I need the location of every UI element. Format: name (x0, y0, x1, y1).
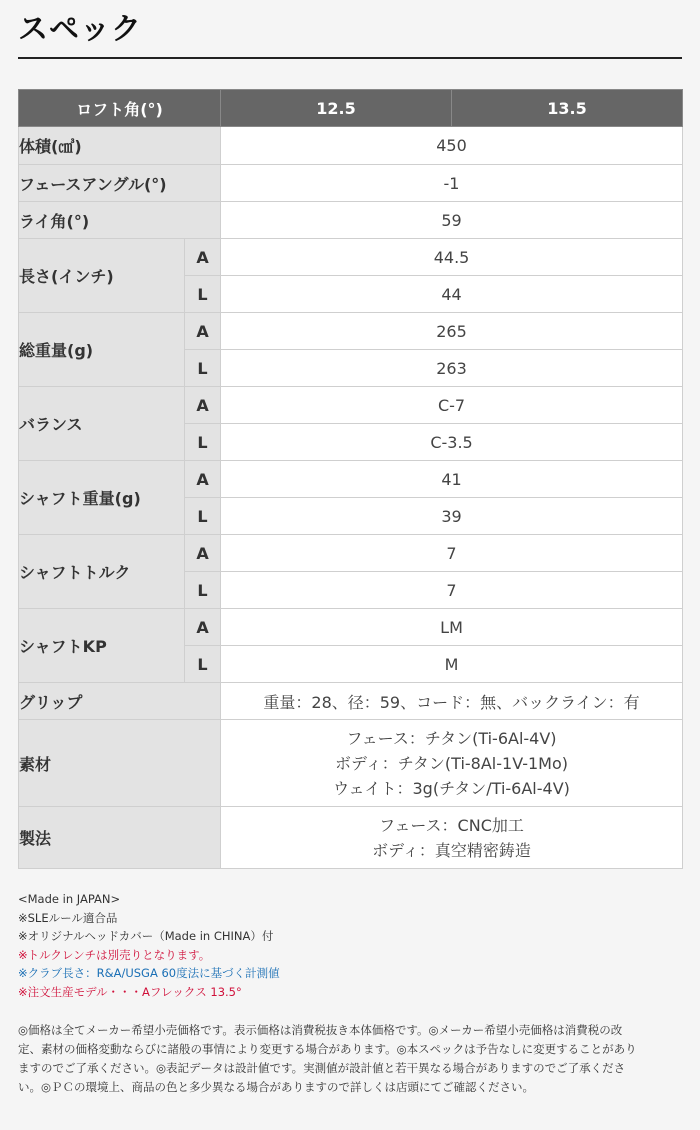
disclaimer-line: ますのでご了承ください。◎表記データは設計値です。実測値が設計値と若干異なる場合がありますのでご了承くださ (18, 1061, 626, 1075)
row-value-length-a: 44.5 (221, 239, 683, 276)
row-value-shaft-weight-a: 41 (221, 461, 683, 498)
note-club-length: ※クラブ長さ：R&A/USGA 60度法に基づく計測値 (18, 966, 280, 980)
row-label-lie: ライ角(°) (19, 202, 221, 239)
row-label-method: 製法 (19, 807, 221, 869)
flex-a: A (185, 609, 221, 646)
row-value-grip: 重量：28、径：59、コード：無、バックライン：有 (221, 683, 683, 720)
row-value-material (221, 720, 683, 807)
row-value-balance-l: C-3.5 (221, 424, 683, 461)
row-label-shaft-kp: シャフトKP (19, 609, 185, 683)
header-loft: ロフト角(°) (19, 90, 221, 127)
table-row (19, 609, 683, 646)
flex-l: L (185, 646, 221, 683)
table-row (19, 807, 683, 869)
flex-a: A (185, 461, 221, 498)
row-value-balance-a: C-7 (221, 387, 683, 424)
row-value-shaft-kp-a: LM (221, 609, 683, 646)
row-value-weight-l: 263 (221, 350, 683, 387)
row-value-shaft-weight-l: 39 (221, 498, 683, 535)
table-row (19, 387, 683, 424)
material-line: ボディ：チタン(Ti-8Al-1V-1Mo) (335, 753, 568, 773)
row-value-method (221, 807, 683, 869)
table-row (19, 683, 683, 720)
row-label-shaft-weight: シャフト重量(g) (19, 461, 185, 535)
table-header-row (19, 90, 683, 127)
note-origin: <Made in JAPAN> (18, 892, 121, 906)
material-line: ウェイト：3g(チタン/Ti-6Al-4V) (333, 778, 570, 798)
note-custom-order: ※注文生産モデル・・・Aフレックス 13.5° (18, 984, 242, 999)
flex-a: A (185, 535, 221, 572)
flex-l: L (185, 276, 221, 313)
flex-l: L (185, 498, 221, 535)
row-value-volume: 450 (221, 127, 683, 165)
notes (18, 890, 682, 1001)
row-label-shaft-torque: シャフトトルク (19, 535, 185, 609)
header-loft-13-5: 13.5 (452, 90, 683, 127)
disclaimer-line: ◎価格は全てメーカー希望小売価格です。表示価格は消費税抜き本体価格です。◎メーカー希望小売価格は消費税の改 (18, 1023, 623, 1037)
method-line: フェース：CNC加工 (379, 815, 524, 835)
spec-table (18, 89, 683, 869)
table-row (19, 202, 683, 239)
disclaimer (18, 1021, 682, 1097)
row-value-face-angle: -1 (221, 165, 683, 202)
note-sle: ※SLEルール適合品 (18, 910, 118, 925)
row-label-material: 素材 (19, 720, 221, 807)
note-torque-wrench: ※トルクレンチは別売りとなります。 (18, 947, 211, 962)
page-title: スペック (18, 12, 142, 47)
table-row (19, 535, 683, 572)
row-label-length: 長さ(インチ) (19, 239, 185, 313)
row-label-total-weight: 総重量(g) (19, 313, 185, 387)
table-row (19, 720, 683, 807)
table-row (19, 127, 683, 165)
row-value-lie: 59 (221, 202, 683, 239)
material-line: フェース：チタン(Ti-6Al-4V) (346, 728, 557, 748)
row-label-volume: 体積(㎤) (19, 127, 221, 165)
row-value-shaft-torque-l: 7 (221, 572, 683, 609)
row-value-weight-a: 265 (221, 313, 683, 350)
table-row (19, 165, 683, 202)
disclaimer-line: 定、素材の価格変動ならびに諸般の事情により変更する場合があります。◎本スペックは予告なしに変更することがあり (18, 1042, 637, 1056)
note-headcover: ※オリジナルヘッドカバー（Made in CHINA）付 (18, 929, 274, 943)
flex-a: A (185, 387, 221, 424)
flex-a: A (185, 239, 221, 276)
flex-l: L (185, 350, 221, 387)
header-loft-12-5: 12.5 (221, 90, 452, 127)
table-row (19, 239, 683, 276)
flex-a: A (185, 313, 221, 350)
flex-l: L (185, 572, 221, 609)
row-label-grip: グリップ (19, 683, 221, 720)
disclaimer-line: い。◎ＰＣの環境上、商品の色と多少異なる場合がありますので詳しくは店頭にてご確認ください。 (18, 1080, 535, 1094)
row-label-balance: バランス (19, 387, 185, 461)
row-value-shaft-torque-a: 7 (221, 535, 683, 572)
row-label-face-angle: フェースアングル(°) (19, 165, 221, 202)
row-value-length-l: 44 (221, 276, 683, 313)
method-line: ボディ：真空精密鋳造 (372, 840, 531, 860)
table-row (19, 313, 683, 350)
row-value-shaft-kp-l: M (221, 646, 683, 683)
title-divider (18, 57, 682, 59)
flex-l: L (185, 424, 221, 461)
table-row (19, 461, 683, 498)
